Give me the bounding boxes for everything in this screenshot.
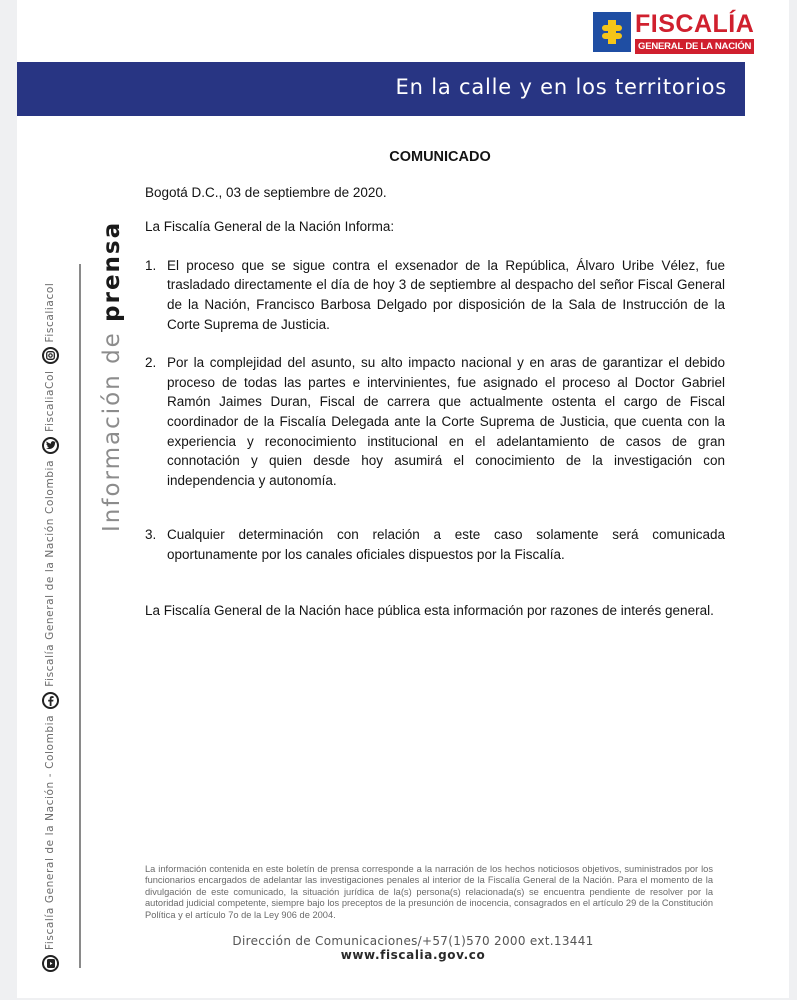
list-item [145,525,725,564]
fiscalia-logo [593,12,754,54]
sidebar-divider [79,264,81,968]
contact-line: Dirección de Comunicaciones/+57(1)570 2000 ext.13441 [232,934,594,948]
section-label-light: Información de [99,331,125,532]
press-release-page [17,0,789,998]
document-body [145,148,725,620]
list-item-number: 3. [145,527,157,543]
facebook-icon[interactable] [42,692,59,709]
social-links [40,252,60,972]
twitter-icon[interactable] [42,437,59,454]
logo-subtitle: GENERAL DE LA NACIÓN [635,39,754,54]
list-item [145,353,725,490]
slogan-banner [17,62,745,116]
instagram-icon[interactable] [42,347,59,364]
youtube-handle[interactable]: Fiscalía General de la Nación - Colombia [44,714,56,950]
document-title: COMUNICADO [389,149,491,165]
twitter-handle[interactable]: FiscaliaCol [44,370,56,432]
instagram-handle[interactable]: Fiscaliacol [44,282,56,343]
logo-title: FISCALÍA [635,10,755,38]
intro-line: La Fiscalía General de la Nación Informa: [145,219,395,235]
website-link[interactable]: www.fiscalia.gov.co [340,948,486,962]
legal-disclaimer: La información contenida en este boletín de prensa corresponde a la narración de los hechos noticiosos objetivos, suministrados por los funcionarios encargados de adelantar las investigaciones penales al interior de la Fiscalía General de la Nación. Para el momento de la divulgación de este comunicado, la situación jurídica de la(s) persona(s) relacionada(s) se encuentra pendiente de resolver por la autoridad judicial competente, siempre bajo los preceptos de la presunción de inocencia, consagrados en el artículo 29 de la Constitución Política y el artículo 7o de la Ley 906 de 2004. [145,864,713,920]
closing-statement: La Fiscalía General de la Nación hace pública esta información por razones de interés general. [145,602,714,618]
section-label-bold: prensa [99,220,125,322]
list-item-text: Por la complejidad del asunto, su alto impacto nacional y en aras de garantizar el debido proceso de todas las partes e intervinientes, fue asignado el proceso al Doctor Gabriel Ramón Jaimes Duran, Fiscal de carrera que actualmente ostenta el cargo de Fiscal coordinador de la Fiscalía Delegada ante la Corte Suprema de Justicia, que cuenta con la experiencia y reconocimiento institucional en el adelantamiento de casos de gran connotación y quien desde hoy asumirá el conocimiento de la investigación con independencia y autonomía. [167,355,725,488]
banner-slogan: En la calle y en los territorios [395,75,727,99]
list-item-text: El proceso que se sigue contra el exsenador de la República, Álvaro Uribe Vélez, fue trasladado directamente el día de hoy 3 de septiembre al despacho del señor Fiscal General de la Nación, Francisco Barbosa Delgado por disposición de la Sala de Instrucción de la Corte Suprema de Justicia. [167,257,725,332]
date-line: Bogotá D.C., 03 de septiembre de 2020. [145,184,387,200]
list-item [145,256,725,334]
section-label [99,221,133,532]
puzzle-piece-icon [593,12,631,52]
list-item-number: 2. [145,355,157,371]
list-item-number: 1. [145,257,157,273]
facebook-handle[interactable]: Fiscalía General de la Nación Colombia [44,459,56,687]
list-item-text: Cualquier determinación con relación a este caso solamente será comunicada oportunamente por los canales oficiales dispuestos por la Fiscalía. [167,527,725,562]
